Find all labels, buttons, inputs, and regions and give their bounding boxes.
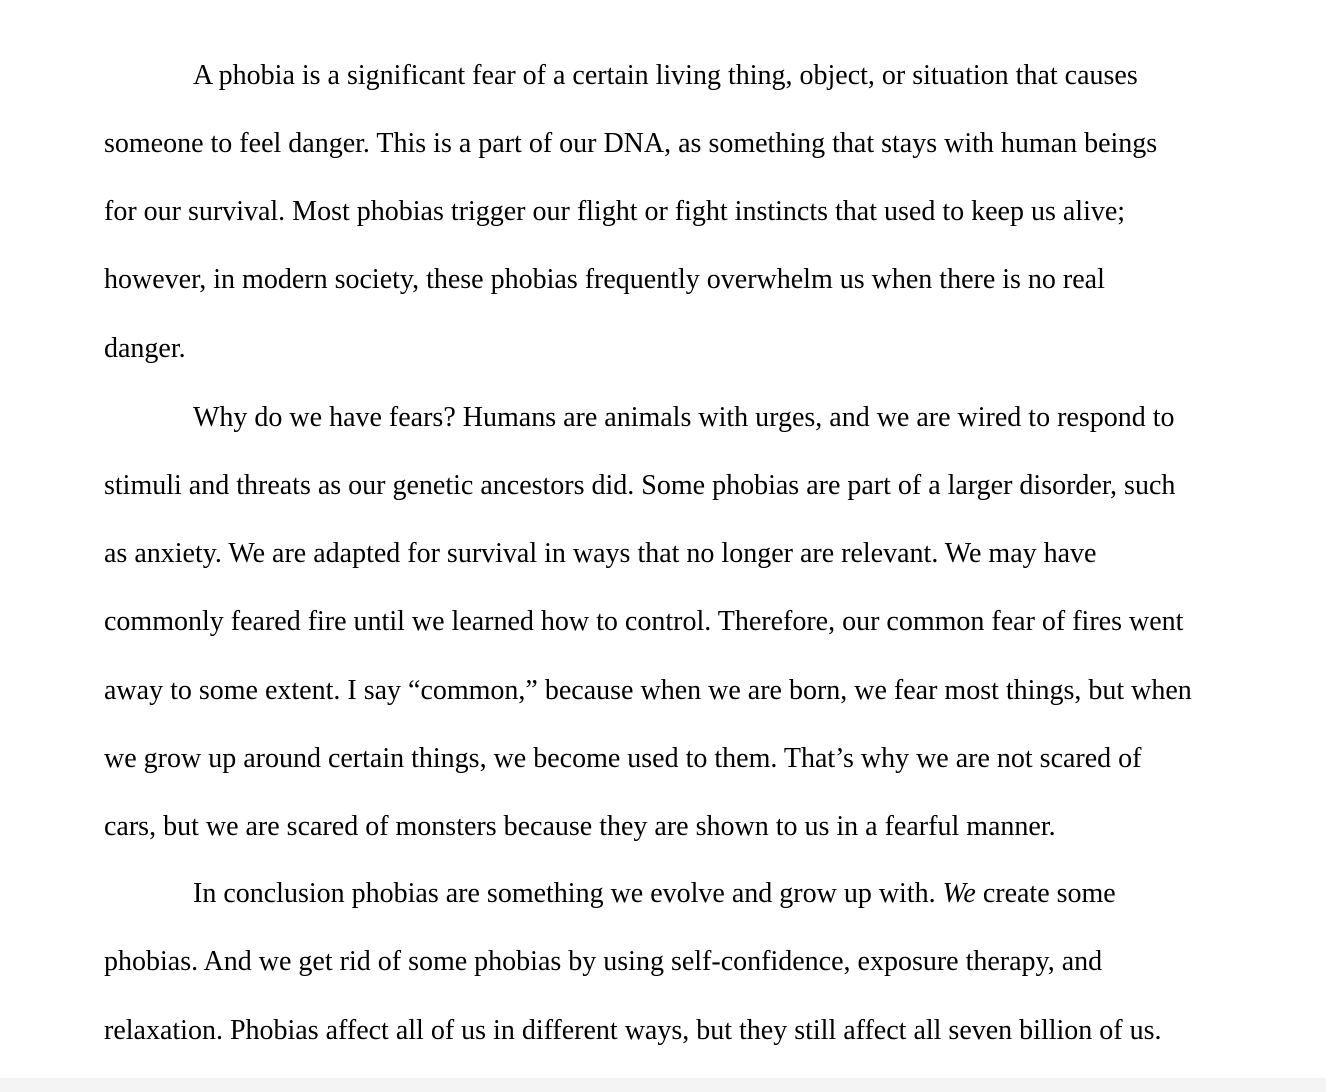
paragraph-line: cars, but we are scared of monsters because they are shown to us in a fearful manner. [104,811,1056,842]
paragraph-line: away to some extent. I say “common,” because when we are born, we fear most things, but when [104,675,1192,706]
emphasis-text: We [942,878,976,909]
paragraph-line: stimuli and threats as our genetic ancestors did. Some phobias are part of a larger disorder, such [104,470,1176,501]
page-bottom-edge [0,1078,1326,1092]
paragraph-line: however, in modern society, these phobias frequently overwhelm us when there is no real [104,264,1105,295]
paragraph-line: for our survival. Most phobias trigger our flight or fight instincts that used to keep us alive; [104,196,1126,227]
paragraph-line-text: In conclusion phobias are something we evolve and grow up with. [193,878,936,909]
paragraph-line: commonly feared fire until we learned how to control. Therefore, our common fear of fires went [104,606,1184,637]
paragraph-line: as anxiety. We are adapted for survival in ways that no longer are relevant. We may have [104,538,1097,569]
paragraph-line: phobias. And we get rid of some phobias by using self-confidence, exposure therapy, and [104,946,1103,977]
paragraph-line-text: create some [982,878,1116,909]
paragraph-line: we grow up around certain things, we become used to them. That’s why we are not scared of [104,743,1142,774]
paragraph-line: danger. [104,333,186,364]
paragraph-line [193,877,1116,911]
paragraph-line: relaxation. Phobias affect all of us in different ways, but they still affect all seven billion of us. [104,1015,1162,1046]
paragraph-line: someone to feel danger. This is a part of our DNA, as something that stays with human beings [104,128,1158,159]
paragraph-line: A phobia is a significant fear of a certain living thing, object, or situation that causes [193,60,1138,91]
paragraph-line: Why do we have fears? Humans are animals with urges, and we are wired to respond to [193,402,1175,433]
